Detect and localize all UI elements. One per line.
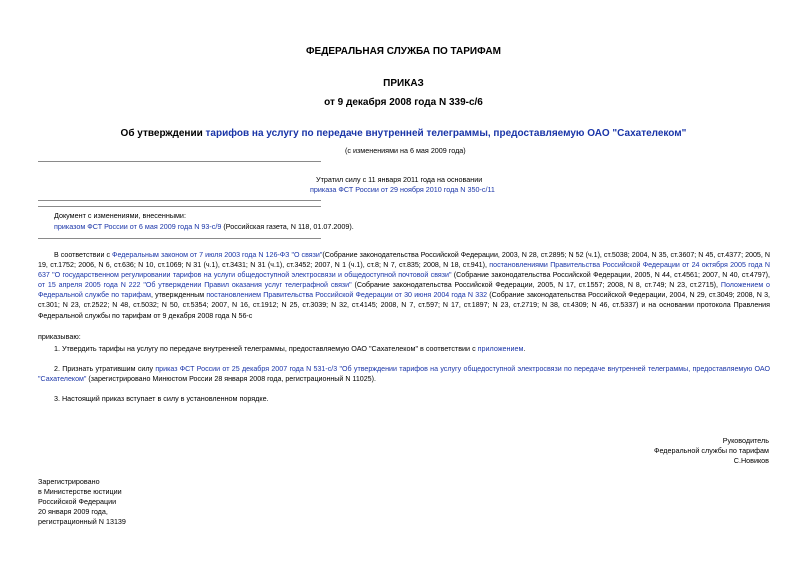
item-1	[54, 344, 770, 354]
appendix-link[interactable]: приложением	[477, 344, 524, 353]
doc-date-number: от 9 декабря 2008 года N 339-с/6	[324, 97, 483, 108]
law-link[interactable]: Федеральным законом от 7 июля 2003 года N 126-ФЗ "О связи"	[112, 251, 323, 259]
signature-block	[654, 436, 769, 466]
changes-link[interactable]: приказом ФСТ России от 6 мая 2009 года N 93-с/9	[54, 222, 222, 231]
gov-decree-332-link[interactable]: постановлением Правительства Российской Федерации от 30 июня 2004 года N 332	[206, 291, 488, 300]
preamble-text: (Собрание законодательства Российской Федерации, 2005, N 17, ст.1557; 2008, N 8, ст.749; N 23, ст.2715),	[351, 281, 721, 290]
preamble-text: , утвержденным	[150, 291, 207, 300]
item-3: 3. Настоящий приказ вступает в силу в установленном порядке.	[54, 394, 269, 403]
signature-name: С.Новиков	[733, 456, 769, 465]
preamble-text: (Собрание законодательства Российской Федерации, 2005, N 44, ст.4561; 2007, N 40, ст.4797),	[451, 271, 771, 280]
signature-agency: Федеральной службы по тарифам	[654, 446, 769, 455]
gov-decree-637-link[interactable]: постановлениями Правительства Российской Федерации от 24 октября 2005 года N 637 "О государственном регулировании тарифов на услуги общедоступной электросвязи и общедоступной почтовой связи"	[38, 261, 770, 280]
order-word: приказываю:	[38, 332, 81, 341]
divider	[38, 200, 321, 201]
registration-block	[38, 477, 126, 527]
title-prefix: Об утверждении	[120, 128, 206, 139]
preamble-text: (Собрание законодательства Российской Федерации, 2003, N 28, ст.2895; N 52 (ч.1), ст.5038; 2004, N 35, ст.3607; N 45, ст.4377; 2005, N 19, ст.1752; 2006, N 6, ст.636; N 10, ст.1069; N 31 (ч.1), ст.3431; N 31 (ч.1), ст.3452; 2007, N 1 (ч.1), ст.8; N 7, ст.835; 2008, N 18, ст.941),	[38, 251, 771, 270]
validity-link[interactable]: приказа ФСТ России от 29 ноября 2010 года N 350-с/11	[310, 185, 495, 194]
preamble-text: (Собрание законодательства Российской Федерации, 2004, N 29, ст.3049; 2008, N 3, ст.301; N 23, ст.2522; N 48, ст.5032; N 50, ст.5354; 2007, N 16, ст.1912; N 25, ст.3039; N 32, ст.4145; 2008, N 7, ст.597; N 17, ст.1897; N 23, ст.2719; N 38, ст.4309; N 46, ст.5337) и на основании протокола Правления Федеральной службы по тарифам от 9 декабря 2008 года N 56-с	[38, 291, 770, 320]
repealed-order-link[interactable]: приказ ФСТ России от 25 декабря 2007 года N 531-с/3 "Об утверждении тарифов на услугу общедоступной электросвязи по передаче внутренней телеграммы, предоставляемую ОАО "Сахателеком"	[38, 365, 770, 384]
title-link[interactable]: тарифов на услугу по передаче внутренней телеграммы, предоставляемую ОАО "Сахателеком"	[205, 128, 687, 139]
doc-type: ПРИКАЗ	[383, 78, 424, 89]
changes-line	[54, 222, 354, 232]
registration-number: регистрационный N 13139	[38, 517, 126, 526]
divider	[38, 238, 321, 239]
agency-name: ФЕДЕРАЛЬНАЯ СЛУЖБА ПО ТАРИФАМ	[306, 46, 501, 57]
changes-suffix: (Российская газета, N 118, 01.07.2009).	[221, 222, 354, 231]
divider	[38, 206, 321, 207]
item-2-end: (зарегистрировано Минюстом России 28 января 2008 года, регистрационный N 11025).	[86, 375, 376, 384]
preamble-text: В соответствии с	[54, 251, 113, 259]
item-2	[38, 364, 770, 384]
fst-regulation-link[interactable]: Положением о Федеральной службе по тарифам	[38, 281, 771, 300]
gov-decree-222-link[interactable]: от 15 апреля 2005 года N 222 "Об утверждении Правил оказания услуг телеграфной связи"	[38, 281, 352, 290]
changes-heading: Документ с изменениями, внесенными:	[54, 211, 186, 220]
preamble-paragraph	[38, 250, 770, 321]
divider	[38, 161, 321, 162]
item-1-end: .	[523, 344, 526, 353]
item-2-text: 2. Признать утратившим силу	[54, 365, 156, 373]
registration-line: Российской Федерации	[38, 497, 117, 506]
registration-line: в Министерстве юстиции	[38, 487, 122, 496]
item-1-text: 1. Утвердить тарифы на услугу по передаче внутренней телеграммы, предоставляемую ОАО "Сахателеком" в соответствии с	[54, 344, 478, 353]
doc-title	[0, 128, 807, 139]
amended-note: (с изменениями на 6 мая 2009 года)	[345, 146, 466, 155]
registration-line: Зарегистрировано	[38, 477, 100, 486]
registration-date: 20 января 2009 года,	[38, 507, 108, 516]
signature-position: Руководитель	[722, 436, 769, 445]
validity-line: Утратил силу с 11 января 2011 года на основании	[316, 175, 483, 184]
